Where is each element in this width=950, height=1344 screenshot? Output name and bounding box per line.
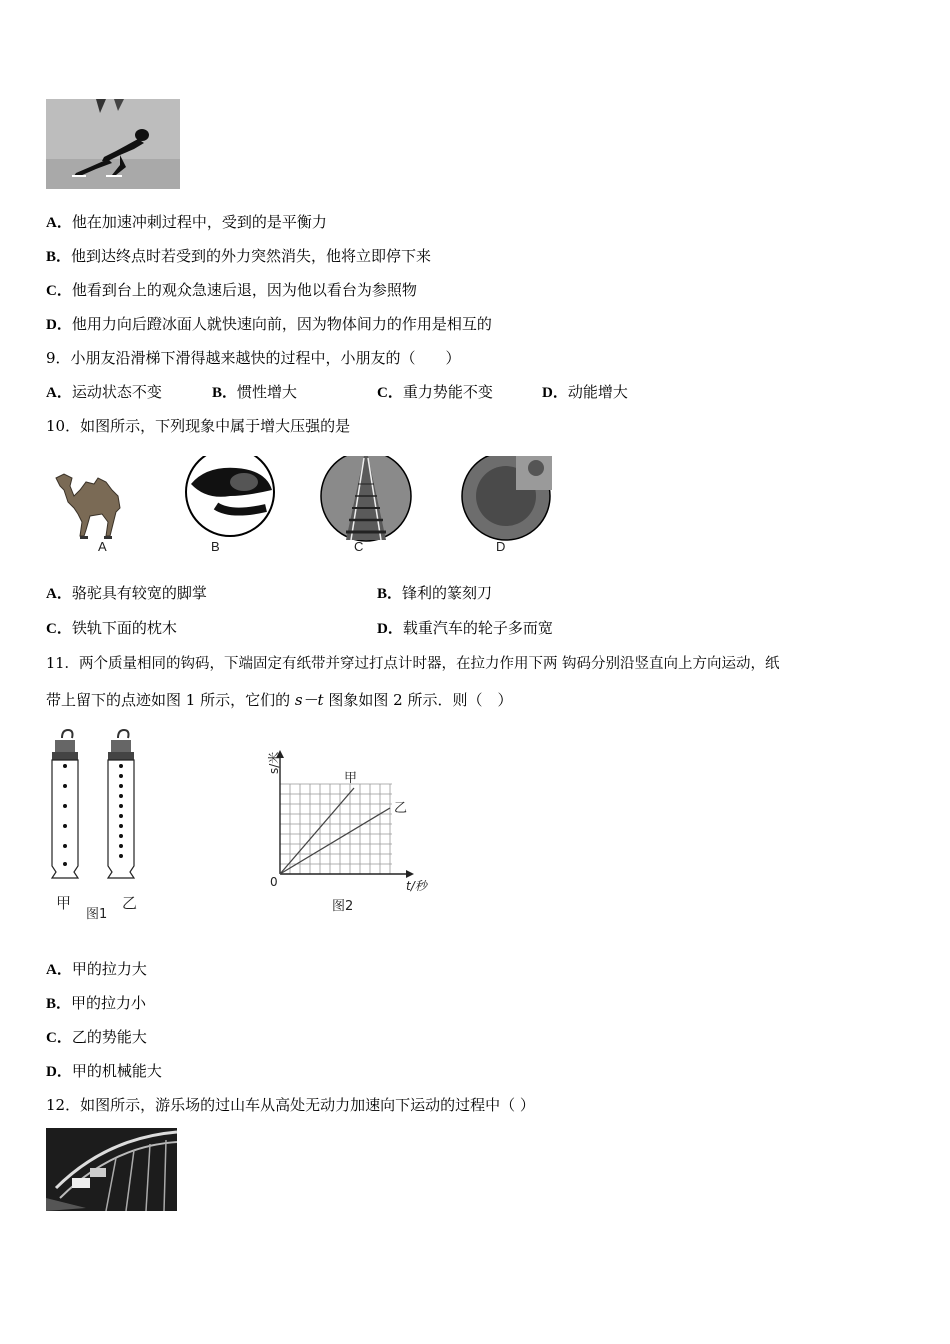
q8-option-a: A．他在加速冲刺过程中，受到的是平衡力	[46, 213, 327, 231]
q11-figure-2	[256, 740, 446, 920]
q8-option-d: D．他用力向后蹬冰面人就快速向前，因为物体间力的作用是相互的	[46, 315, 492, 333]
truck-wheel-figure	[462, 456, 552, 540]
q10-option-c: C．铁轨下面的枕木	[46, 619, 177, 637]
q11-option-a: A．甲的拉力大	[46, 960, 147, 978]
tape-yi-label: 乙	[122, 894, 138, 912]
roller-coaster-photo	[46, 1128, 177, 1211]
q10-option-a: A．骆驼具有较宽的脚掌	[46, 584, 207, 602]
q11-option-b: B．甲的拉力小	[46, 994, 147, 1012]
q11-stem-line1: 11．两个质量相同的钩码，下端固定有纸带并穿过打点计时器，在拉力作用下两 钩码分别沿竖直向上方向运动，纸	[46, 656, 780, 672]
q12-stem: 12．如图所示，游乐场的过山车从高处无动力加速向下运动的过程中（ ）	[46, 1096, 535, 1114]
q9-option-c: C．重力势能不变	[377, 383, 493, 401]
q10-stem: 10．如图所示，下列现象中属于增大压强的是	[46, 417, 351, 435]
fig2-caption: 图2	[332, 899, 354, 914]
q10-label-b: B	[211, 539, 220, 554]
q8-option-b: B．他到达终点时若受到的外力突然消失，他将立即停下来	[46, 247, 432, 265]
camel-figure	[56, 474, 120, 539]
q10-label-a: A	[98, 539, 107, 554]
tape-jia-label: 甲	[56, 894, 72, 912]
q8-option-c: C．他看到台上的观众急速后退，因为他以看台为参照物	[46, 281, 417, 299]
st-xlabel: t/秒	[406, 879, 427, 893]
q10-label-c: C	[354, 539, 364, 554]
tape-yi	[108, 730, 134, 878]
q9-option-b: B．惯性增大	[212, 383, 298, 401]
st-grid	[280, 784, 392, 874]
st-origin: 0	[270, 875, 278, 889]
q9-option-d: D．动能增大	[542, 383, 628, 401]
fig1-caption: 图1	[86, 907, 108, 922]
tape-jia	[52, 730, 78, 878]
q10-label-d: D	[496, 539, 506, 554]
q9-option-a: A．运动状态不变	[46, 383, 162, 401]
q11-option-d: D．甲的机械能大	[46, 1062, 162, 1080]
q9-stem: 9．小朋友沿滑梯下滑得越来越快的过程中，小朋友的（ ）	[46, 349, 461, 367]
q10-option-b: B．锋利的篆刻刀	[377, 584, 493, 602]
st-line-jia	[280, 788, 354, 874]
q11-stem-line2: 带上留下的点迹如图 1 所示，它们的 s－t 图象如图 2 所示．则（ ）	[46, 691, 513, 709]
carving-knife-figure	[186, 456, 274, 536]
q11-figure-1	[46, 726, 156, 926]
q10-option-d: D．载重汽车的轮子多而宽	[377, 619, 553, 637]
q11-option-c: C．乙的势能大	[46, 1028, 147, 1046]
q10-figures	[46, 456, 566, 560]
railway-figure	[321, 456, 411, 541]
skater-figure	[46, 99, 180, 189]
roller-coaster-figure	[46, 1128, 177, 1211]
st-line-jia-label: 甲	[344, 771, 358, 786]
st-line-yi-label: 乙	[394, 801, 408, 816]
skater-photo	[46, 99, 180, 189]
st-ylabel: s/米	[267, 751, 281, 774]
